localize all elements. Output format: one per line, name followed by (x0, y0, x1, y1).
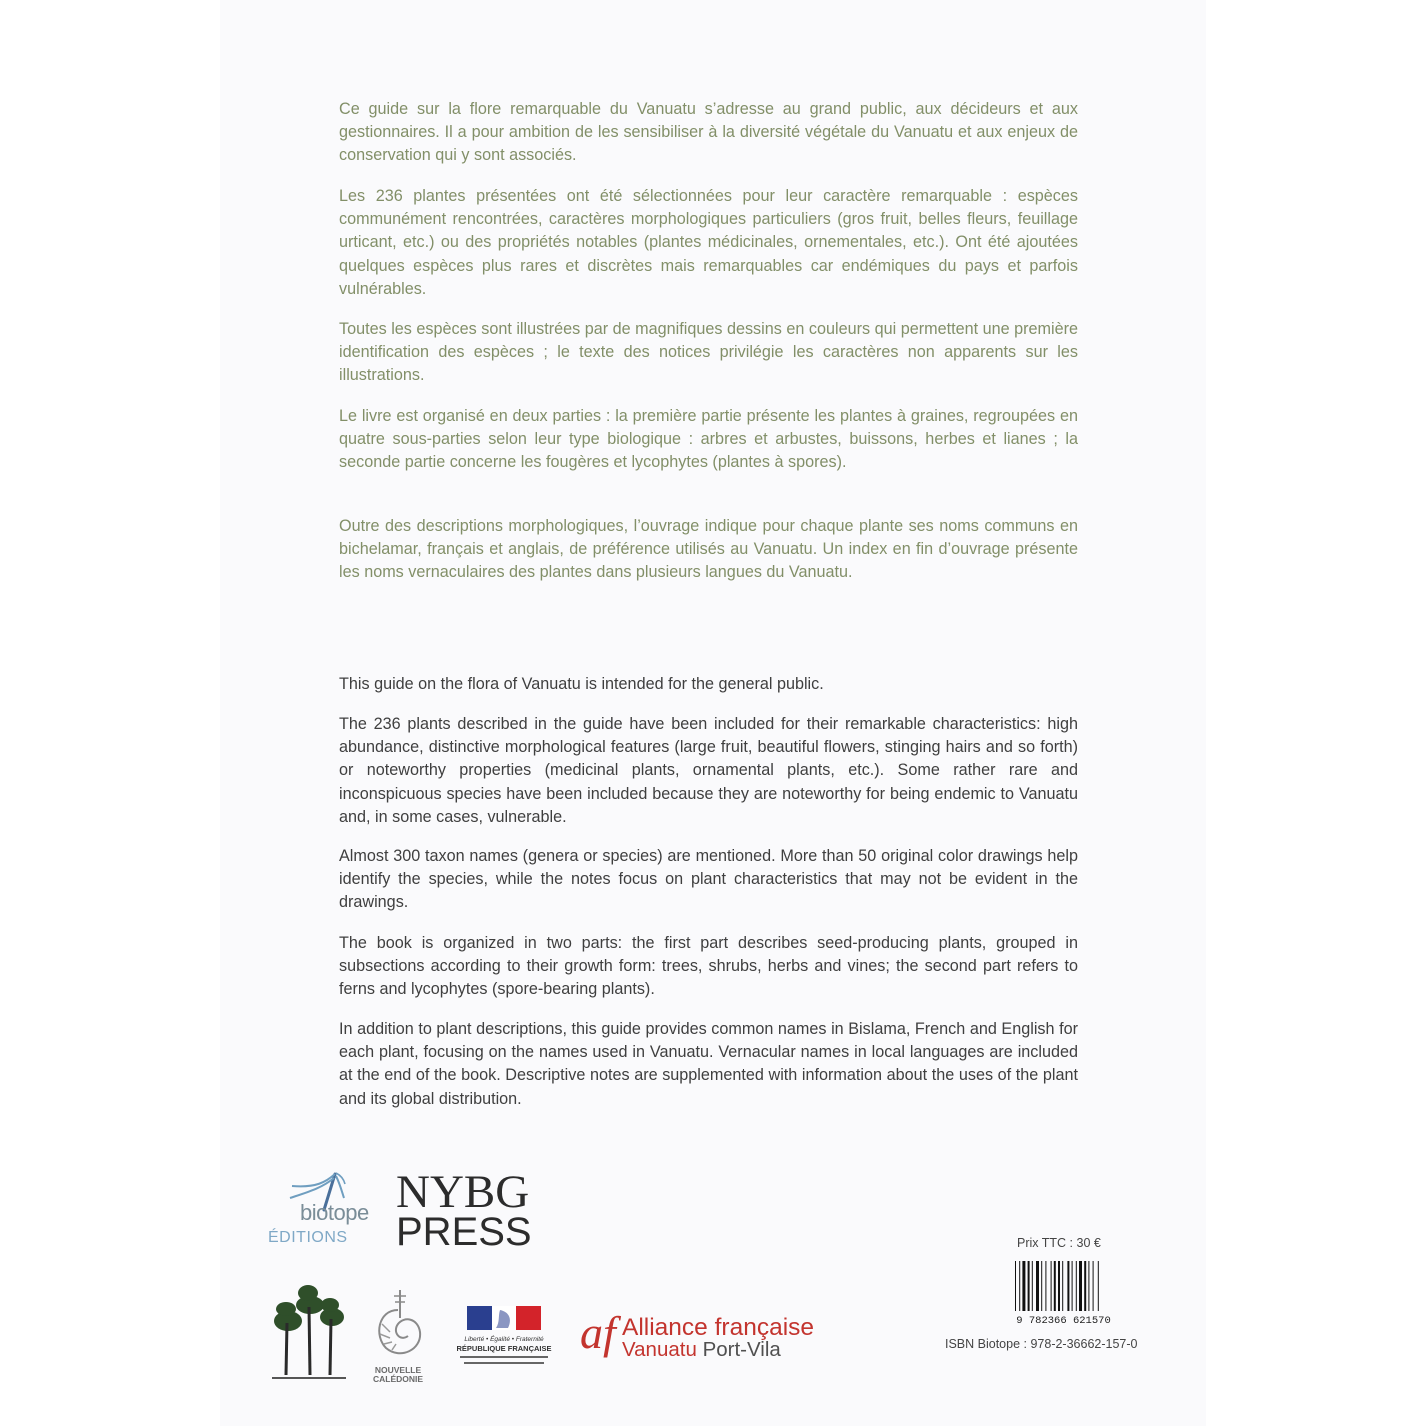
nautilus-icon (360, 1288, 436, 1364)
nouvelle-label: NOUVELLE (374, 1365, 422, 1375)
trees-logo (270, 1283, 348, 1387)
biotope-editions-logo (268, 1170, 380, 1252)
price-label: Prix TTC : 30 € (1017, 1236, 1101, 1250)
barcode-digits: 9 782366 621570 (1016, 1315, 1111, 1327)
republique-label: RÉPUBLIQUE FRANÇAISE (456, 1344, 552, 1353)
english-paragraph-3: Almost 300 taxon names (genera or species) are mentioned. More than 50 original color drawings help identify the species, while the notes focus on plant characteristics that may not be evident in the drawings. (339, 847, 1078, 912)
french-paragraph-1: Ce guide sur la flore remarquable du Vanuatu s’adresse au grand public, aux décideurs et aux gestionnaires. Il a pour ambition de les sensibiliser à la diversité végétale du Vanuatu et aux enjeux de conservation qui y sont associés. (339, 100, 1078, 165)
barcode-bar (1054, 1261, 1056, 1311)
french-paragraph-5: Outre des descriptions morphologiques, l’ouvrage indique pour chaque plante ses noms communs en bichelamar, français et anglais, de préférence utilisés au Vanuatu. Un index en fin d’ouvrage présente les noms vernaculaires des plantes dans plusieurs langues du Vanuatu. (339, 517, 1078, 582)
barcode-bar (1058, 1261, 1060, 1311)
isbn-label: ISBN Biotope : 978-2-36662-157-0 (945, 1337, 1138, 1351)
barcode-bar (1088, 1261, 1089, 1311)
alliance-francaise-label: Alliance française (622, 1314, 815, 1341)
barcode-bar (1036, 1261, 1039, 1311)
nybg-press-logo (396, 1166, 532, 1254)
barcode-bar (1062, 1261, 1063, 1311)
barcode-bar (1072, 1261, 1073, 1311)
vanuatu-port-vila-label (622, 1339, 781, 1361)
ministry-text-lines (456, 1354, 552, 1370)
barcode-bar (1045, 1261, 1046, 1311)
barcode-bar (1022, 1261, 1025, 1311)
af-monogram: af (580, 1307, 616, 1358)
nouvelle-caledonie-logo (360, 1288, 436, 1388)
barcode-bar (1015, 1261, 1016, 1311)
marianne-icon (456, 1306, 552, 1332)
nybg-wordmark: NYBG (396, 1166, 530, 1218)
barcode-bar (1098, 1261, 1099, 1311)
devise-label: Liberté • Égalité • Fraternité (464, 1336, 544, 1343)
barcode-bar (1019, 1261, 1020, 1311)
barcode-bar (1084, 1261, 1086, 1311)
barcode-bar (1051, 1261, 1052, 1311)
vanuatu-label: Vanuatu (622, 1338, 697, 1361)
biotope-wordmark: biotope (300, 1200, 369, 1225)
barcode-bar (1067, 1261, 1069, 1311)
port-vila-label: Port-Vila (702, 1338, 781, 1361)
editions-label: ÉDITIONS (268, 1229, 348, 1246)
english-paragraph-1: This guide on the flora of Vanuatu is intended for the general public. (339, 675, 824, 693)
barcode-bar (1028, 1261, 1030, 1311)
barcode-bar (1079, 1261, 1082, 1311)
french-paragraph-4: Le livre est organisé en deux parties : la première partie présente les plantes à graines, regroupées en quatre sous-parties selon leur type biologique : arbres et arbustes, buissons, herbes et lianes ; la seconde partie concerne les fougères et lycophytes (plantes à spores). (339, 407, 1078, 472)
barcode-icon (1013, 1261, 1114, 1329)
french-paragraph-2: Les 236 plantes présentées ont été sélectionnées pour leur caractère remarquable : espèces communément rencontrées, caractères morphologiques particuliers (gros fruit, belles fleurs, feuillage urticant, etc.) ou des propriétés notables (plantes médicinales, ornementales, etc.). Ont été ajoutées quelques espèces plus rares et discrètes mais remarquables car endémiques du pays et parfois vulnérables. (339, 187, 1078, 298)
press-wordmark: PRESS (396, 1210, 532, 1254)
barcode-bar (1041, 1261, 1042, 1311)
english-paragraph-4: The book is organized in two parts: the first part describes seed-producing plants, grouped in subsections according to their growth form: trees, shrubs, herbs and vines; the second part refers to ferns and lycophytes (spore-bearing plants). (339, 934, 1078, 999)
barcode-bar (1093, 1261, 1094, 1311)
barcode-bar (1032, 1261, 1033, 1311)
caledonie-label: CALÉDONIE (372, 1374, 424, 1384)
republique-francaise-logo (456, 1306, 552, 1368)
french-paragraph-3: Toutes les espèces sont illustrées par de magnifiques dessins en couleurs qui permettent une première identification des espèces ; le texte des notices privilégie les caractères non apparents sur les illustrations. (339, 320, 1078, 385)
english-paragraph-2: The 236 plants described in the guide have been included for their remarkable characteristics: high abundance, distinctive morphological features (large fruit, beautiful flowers, stinging hairs and so forth) or noteworthy properties (medicinal plants, ornamental plants, etc.). Some rather rare and inconspicuous species have been included because they are noteworthy for being endemic to Vanuatu and, in some cases, vulnerable. (339, 715, 1078, 826)
english-paragraph-5: In addition to plant descriptions, this guide provides common names in Bislama, French and English for each plant, focusing on the names used in Vanuatu. Vernacular names in local languages are included at the end of the book. Descriptive notes are supplemented with information about the uses of the plant and its global distribution. (339, 1020, 1078, 1108)
trees-icon (270, 1283, 348, 1387)
barcode-bar (1076, 1261, 1077, 1311)
